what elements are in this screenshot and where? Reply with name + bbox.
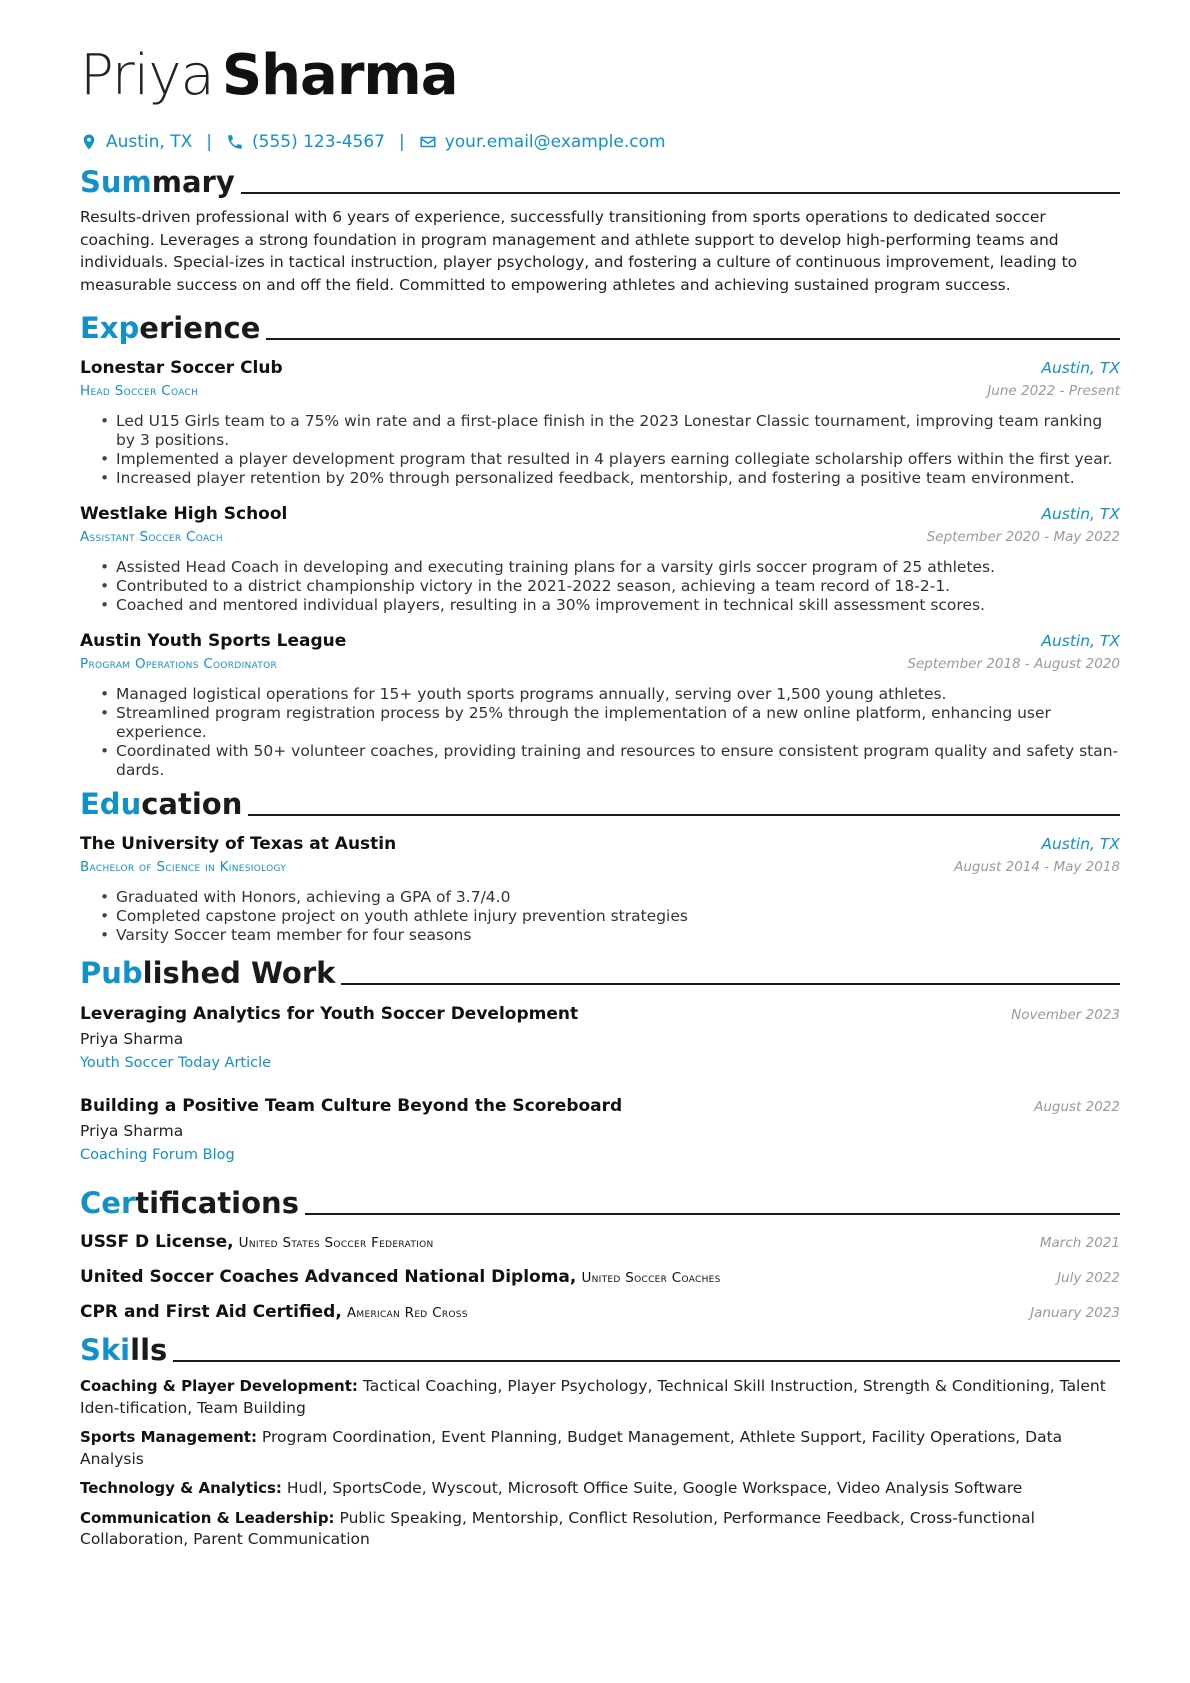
publication-date: August 2022 [1034,1099,1120,1115]
entry-bullets [80,412,1120,488]
section-rule [305,1213,1120,1215]
entry-organization: Lonestar Soccer Club [80,358,283,378]
experience-entry [80,629,1120,780]
publication-title: Building a Positive Team Culture Beyond the Scoreboard [80,1096,623,1116]
entry-location: Austin, TX [1041,632,1120,650]
bullet-item: • Increased player retention by 20% through personalized feedback, mentorship, and fostering a positive team environment. [116,469,1120,488]
contact-separator: | [398,132,405,152]
bullet-item: • Streamlined program registration process by 25% through the implementation of a new online platform, enhancing user experience. [116,704,1120,742]
skill-list: Hudl, SportsCode, Wyscout, Microsoft Office Suite, Google Workspace, Video Analysis Software [286,1479,1023,1497]
entry-dates: September 2018 - August 2020 [907,656,1120,672]
skill-group [80,1427,1120,1470]
section-title: Published Work [80,956,336,990]
contact-email[interactable]: your.email@example.com [444,132,666,152]
publication-venue[interactable]: Coaching Forum Blog [80,1147,235,1163]
entry-organization: Austin Youth Sports League [80,631,347,651]
phone-icon [226,133,244,151]
section-rule [241,192,1120,194]
envelope-icon [419,133,437,151]
publication-author: Priya Sharma [80,1122,184,1140]
education-section-header [80,786,1120,822]
certification-date: January 2023 [1030,1305,1120,1321]
entry-location: Austin, TX [1041,359,1120,377]
publication-author: Priya Sharma [80,1030,184,1048]
skill-category: Technology & Analytics: [80,1479,282,1497]
bullet-item: • Graduated with Honors, achieving a GPA of 3.7/4.0 [116,888,1120,907]
skill-group [80,1376,1120,1419]
section-rule [248,814,1120,816]
publication-item [80,1001,1120,1075]
entry-bullets [80,685,1120,780]
bullet-item: • Assisted Head Coach in developing and executing training plans for a varsity girls soccer program of 25 athletes. [116,558,1120,577]
skill-list: Program Coordination, Event Planning, Budget Management, Athlete Support, Facility Operations, Data Analysis [80,1428,1063,1468]
certification-date: March 2021 [1039,1235,1120,1251]
summary-text: Results-driven professional with 6 years of experience, successfully transitioning from sports operations to dedicated soccer coaching. Leverages a strong foundation in program management and athlete support to develop high-performing teams and individuals. Special-izes in tactical instruction, player psychology, and fostering a culture of continuous improvement, leading to measurable success on and off the field. Committed to empowering athletes and achieving sustained program success. [80,208,1078,294]
section-rule [266,338,1120,340]
publication-venue[interactable]: Youth Soccer Today Article [80,1055,272,1071]
certification-issuer: United Soccer Coaches [581,1270,721,1286]
bullet-item: • Implemented a player development program that resulted in 4 players earning collegiate scholarship offers within the first year. [116,450,1120,469]
section-rule [173,1360,1120,1362]
entry-role: Assistant Soccer Coach [80,529,223,545]
certification-date: July 2022 [1057,1270,1120,1286]
entry-bullets [80,888,1120,945]
entry-dates: June 2022 - Present [987,383,1120,399]
section-title: Certifications [80,1186,299,1220]
bullet-item: • Coordinated with 50+ volunteer coaches, providing training and resources to ensure consistent program quality and safety stan-dards. [116,742,1120,780]
publication-date: November 2023 [1011,1007,1120,1023]
bullet-item: • Coached and mentored individual players, resulting in a 30% improvement in technical skill assessment scores. [116,596,1120,615]
experience-entry [80,502,1120,615]
entry-bullets [80,558,1120,615]
section-rule [341,983,1120,985]
skill-list: Public Speaking, Mentorship, Conflict Resolution, Performance Feedback, Cross-functional Collaboration, Parent Communication [80,1508,1035,1548]
certification-item: CPR and First Aid Certified, American Red Cross January 2023 [80,1299,1120,1326]
bullet-item: • Managed logistical operations for 15+ youth sports programs annually, serving over 1,500 young athletes. [116,685,1120,704]
certification-title: CPR and First Aid Certified [80,1302,336,1322]
published-section-header [80,955,1120,991]
entry-organization: The University of Texas at Austin [80,834,397,854]
publication-title: Leveraging Analytics for Youth Soccer Development [80,1004,579,1024]
skill-category: Sports Management: [80,1428,257,1446]
skill-category: Coaching & Player Development: [80,1377,358,1395]
last-name: Sharma [221,43,458,108]
experience-entry [80,356,1120,488]
certification-title: USSF D License [80,1232,228,1252]
contact-phone[interactable]: (555) 123-4567 [252,132,385,152]
certification-title: United Soccer Coaches Advanced National Diploma [80,1267,570,1287]
contact-bar [80,130,1120,154]
skill-list: Tactical Coaching, Player Psychology, Technical Skill Instruction, Strength & Conditioning, Talent Iden-tification, Team Building [80,1377,1106,1417]
entry-dates: September 2020 - May 2022 [926,529,1120,545]
entry-role: Program Operations Coordinator [80,656,278,672]
bullet-item: • Led U15 Girls team to a 75% win rate and a first-place finish in the 2023 Lonestar Classic tournament, improving team ranking by 3 positions. [116,412,1120,450]
certification-issuer: American Red Cross [346,1305,468,1321]
bullet-item: • Varsity Soccer team member for four seasons [116,926,1120,945]
section-title: Education [80,787,243,821]
certification-issuer: United States Soccer Federation [238,1235,434,1251]
section-title: Summary [80,165,235,199]
section-title: Skills [80,1333,168,1367]
entry-location: Austin, TX [1041,505,1120,523]
bullet-item: • Contributed to a district championship victory in the 2021-2022 season, achieving a team record of 18-2-1. [116,577,1120,596]
entry-role: Head Soccer Coach [80,383,199,399]
entry-degree: Bachelor of Science in Kinesiology [80,859,287,875]
certification-item: United Soccer Coaches Advanced National Diploma, United Soccer Coaches July 2022 [80,1264,1120,1291]
experience-section-header [80,310,1120,346]
candidate-name [80,40,1120,112]
publication-item [80,1093,1120,1167]
contact-location: Austin, TX [106,132,193,152]
certification-item: USSF D License, United States Soccer Federation March 2021 [80,1229,1120,1256]
summary-section-header [80,164,1120,200]
skills-section-header [80,1332,1120,1368]
first-name: Priya [80,43,214,108]
entry-organization: Westlake High School [80,504,288,524]
contact-separator: | [206,132,212,152]
section-title: Experience [80,311,261,345]
education-entry [80,832,1120,945]
certifications-section-header [80,1185,1120,1221]
entry-location: Austin, TX [1041,835,1120,853]
skill-category: Communication & Leadership: [80,1508,335,1527]
location-pin-icon [80,133,98,151]
bullet-item: • Completed capstone project on youth athlete injury prevention strategies [116,907,1120,926]
entry-dates: August 2014 - May 2018 [954,859,1120,875]
skill-group [80,1508,1120,1551]
skill-group [80,1478,1120,1500]
